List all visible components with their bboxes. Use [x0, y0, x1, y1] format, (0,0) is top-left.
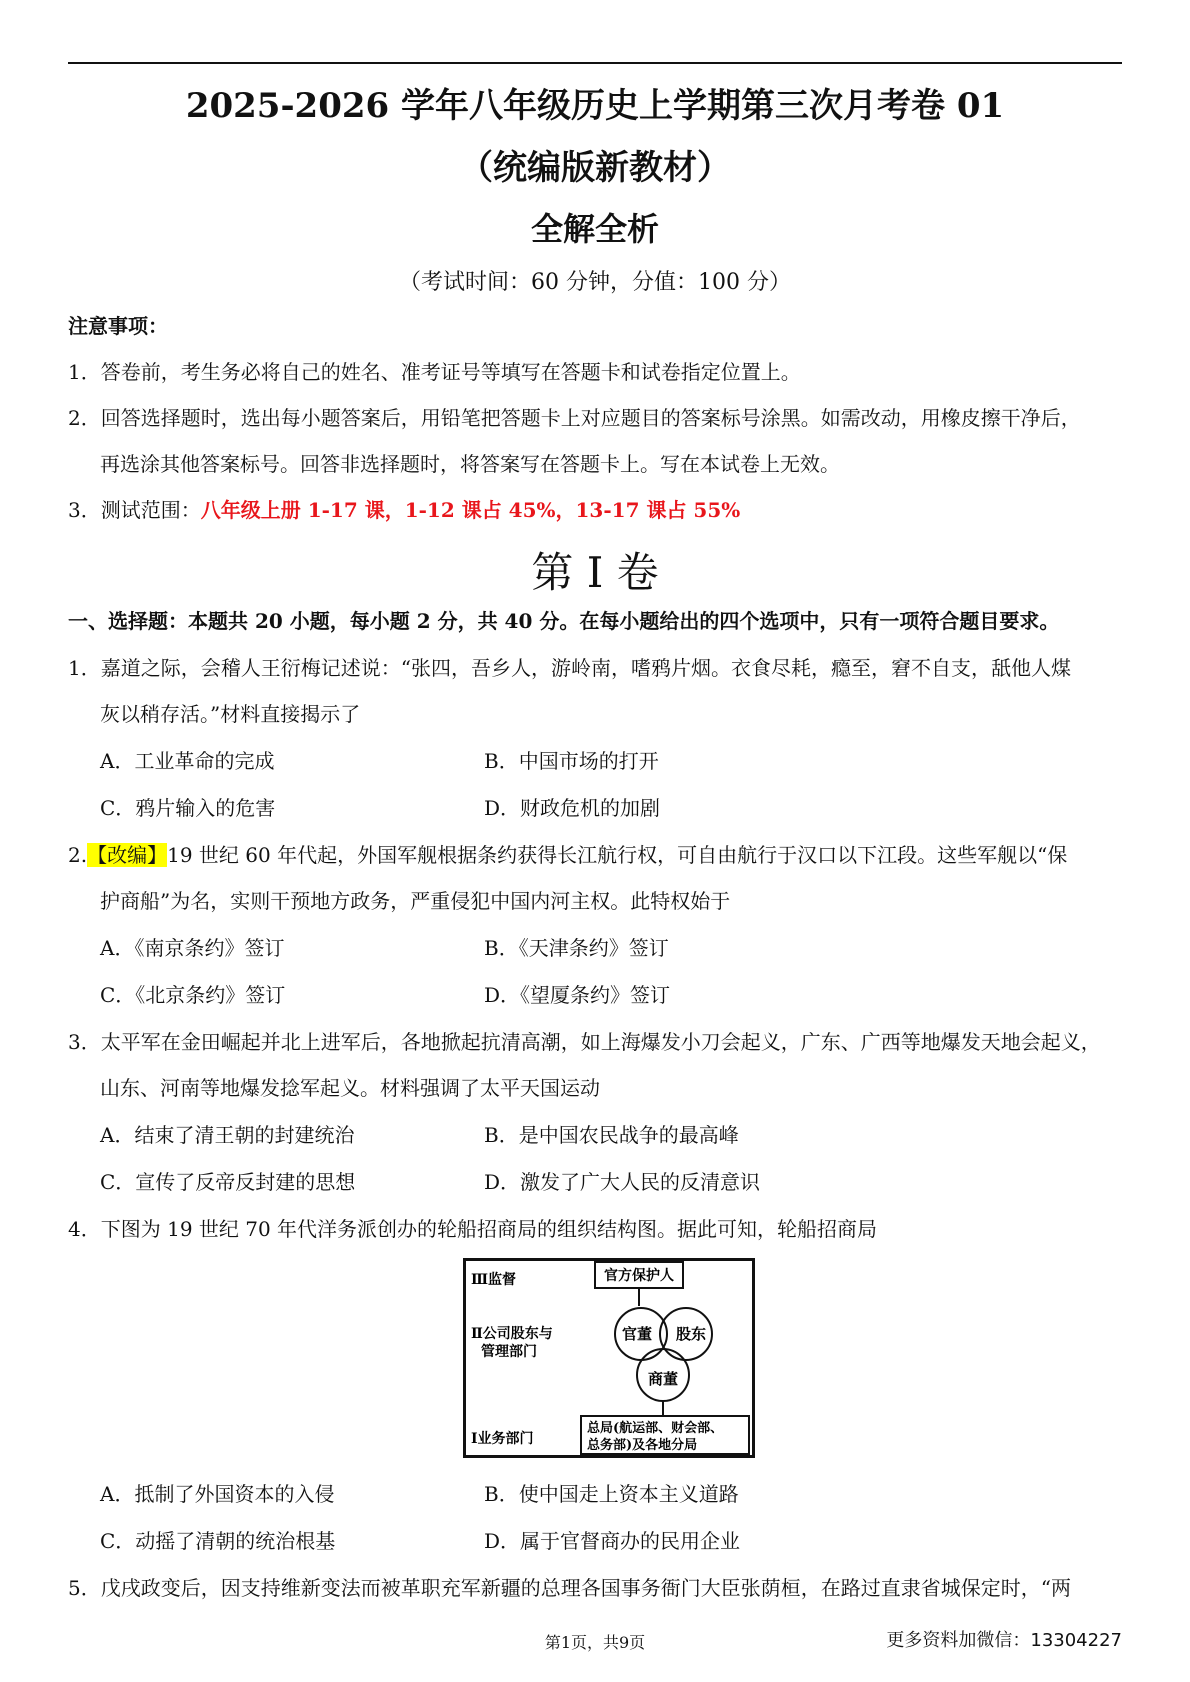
note-2a: 2．回答选择题时，选出每小题答案后，用铅笔把答题卡上对应题目的答案标号涂黑。如需改动，用橡皮擦干净后，: [68, 406, 1081, 430]
q4-option-d[interactable]: D．属于官督商办的民用企业: [484, 1529, 741, 1553]
label-supervise: Ⅲ监督: [471, 1272, 517, 1288]
question-text: 19 世纪 60 年代起，外国军舰根据条约获得长江航行权，可自由航行于汉口以下江段。这些军舰以“保: [167, 843, 1068, 867]
label-shareholders-2: 管理部门: [481, 1344, 537, 1360]
section-heading: 一、选择题：本题共 20 小题，每小题 2 分，共 40 分。在每小题给出的四个选项中，只有一项符合题目要求。: [68, 609, 1060, 633]
question-1-cont: 灰以稍存活。”材料直接揭示了: [100, 702, 361, 726]
protector-label: 官方保护人: [604, 1268, 674, 1284]
q1-option-c[interactable]: C．鸦片输入的危害: [100, 796, 276, 820]
note-3-prefix: 3．测试范围：: [68, 498, 201, 522]
question-number: 3．: [68, 1030, 101, 1054]
q1-option-b[interactable]: B．中国市场的打开: [484, 749, 659, 773]
shareholder-label: 股东: [675, 1325, 707, 1343]
q3-option-c[interactable]: C．宣传了反帝反封建的思想: [100, 1170, 356, 1194]
bureau-label-2: 总务部)及各地分局: [587, 1438, 698, 1453]
test-scope: 八年级上册 1-17 课，1-12 课占 45%，13-17 课占 55%: [200, 498, 741, 522]
question-4: [68, 1215, 1122, 1243]
q1-option-a[interactable]: A．工业革命的完成: [100, 749, 275, 773]
q3-option-d[interactable]: D．激发了广大人民的反清意识: [484, 1170, 761, 1194]
note-2b: 再选涂其他答案标号。回答非选择题时，将答案写在答题卡上。写在本试卷上无效。: [100, 452, 840, 476]
label-shareholders-1: Ⅱ公司股东与: [471, 1326, 553, 1342]
question-number: 1．: [68, 656, 101, 680]
wechat-contact: 更多资料加微信：13304227: [886, 1630, 1122, 1651]
q2-option-c[interactable]: C．《北京条约》签订: [100, 983, 286, 1007]
exam-info: （考试时间：60 分钟，分值：100 分）: [399, 270, 791, 295]
note-1: 1．答卷前，考生务必将自己的姓名、准考证号等填写在答题卡和试卷指定位置上。: [68, 360, 801, 384]
org-structure-diagram: [463, 1258, 755, 1458]
adapted-tag: 【改编】: [87, 843, 168, 867]
note-3: [68, 496, 1122, 524]
exam-title: 2025-2026 学年八年级历史上学期第三次月考卷 01: [185, 86, 1005, 126]
org-diagram-svg: [463, 1258, 755, 1458]
question-2-cont: 护商船”为名，实则干预地方政务，严重侵犯中国内河主权。此特权始于: [100, 889, 731, 913]
question-3-cont: 山东、河南等地爆发捻军起义。材料强调了太平天国运动: [100, 1076, 600, 1100]
question-number: 5．: [68, 1576, 101, 1600]
q4-option-b[interactable]: B．使中国走上资本主义道路: [484, 1482, 739, 1506]
bureau-label-1: 总局(航运部、财会部、: [587, 1421, 724, 1436]
q2-option-a[interactable]: A．《南京条约》签订: [100, 936, 285, 960]
q3-option-a[interactable]: A．结束了清王朝的封建统治: [100, 1123, 355, 1147]
question-text: 嘉道之际，会稽人王衍梅记述说：“张四，吾乡人，游岭南，嗜鸦片烟。衣食尽耗，瘾至，窘不自支，舐他人煤: [100, 656, 1071, 680]
question-text: 戊戌政变后，因支持维新变法而被革职充军新疆的总理各国事务衙门大臣张荫桓，在路过直隶省城保定时，“两: [100, 1576, 1071, 1600]
q2-option-d[interactable]: D．《望厦条约》签订: [484, 983, 671, 1007]
notes-heading: 注意事项：: [68, 314, 168, 338]
question-number: 2.: [68, 843, 88, 867]
exam-edition: （统编版新教材）: [459, 148, 731, 188]
question-2: [68, 841, 1122, 869]
question-number: 4．: [68, 1217, 101, 1241]
label-business: Ⅰ业务部门: [471, 1431, 534, 1447]
merchant-label: 商董: [647, 1370, 679, 1388]
volume-title: 第 I 卷: [531, 548, 659, 597]
q1-option-d[interactable]: D．财政危机的加剧: [484, 796, 661, 820]
question-1: [68, 654, 1122, 682]
q3-option-b[interactable]: B．是中国农民战争的最高峰: [484, 1123, 739, 1147]
page-number: 第1页，共9页: [544, 1633, 646, 1652]
question-text: 下图为 19 世纪 70 年代洋务派创办的轮船招商局的组织结构图。据此可知，轮船招商局: [100, 1217, 878, 1241]
question-text: 太平军在金田崛起并北上进军后，各地掀起抗清高潮，如上海爆发小刀会起义，广东、广西等地爆发天地会起义，: [100, 1030, 1101, 1054]
q2-option-b[interactable]: B．《天津条约》签订: [484, 936, 669, 960]
q4-option-c[interactable]: C．动摇了清朝的统治根基: [100, 1529, 336, 1553]
top-rule: [68, 62, 1122, 64]
official-label: 官董: [621, 1325, 653, 1343]
exam-subtitle: 全解全析: [530, 210, 659, 248]
q4-option-a[interactable]: A．抵制了外国资本的入侵: [100, 1482, 335, 1506]
question-5: [68, 1574, 1122, 1602]
question-3: [68, 1028, 1122, 1056]
